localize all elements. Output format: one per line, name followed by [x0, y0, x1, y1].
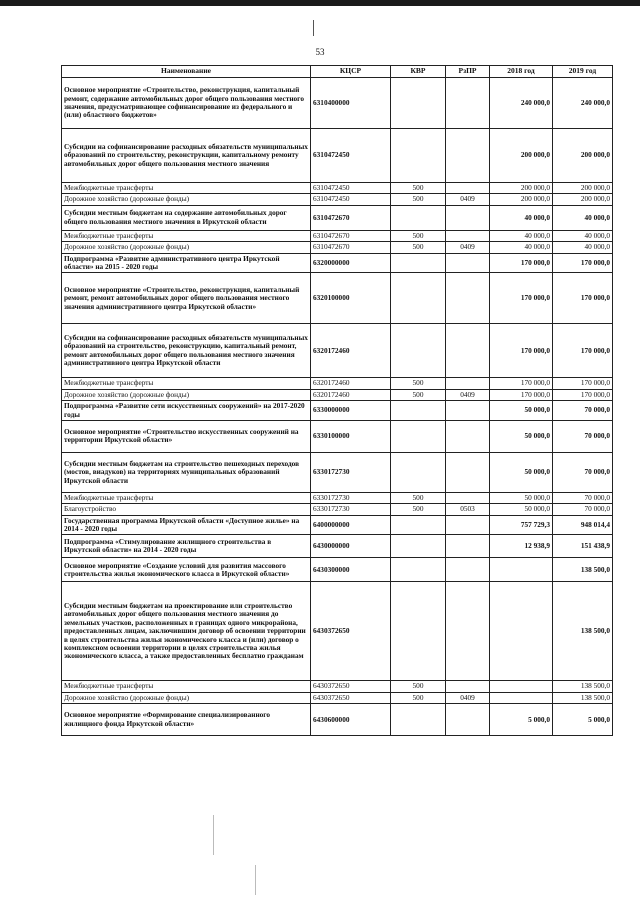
cell-2018: 170 000,0 — [490, 389, 553, 400]
cell-name: Субсидии местным бюджетам на строительство пешеходных переходов (мостов, виадуков) на территориях муниципальных образований Иркутской области — [62, 452, 311, 492]
cell-2018 — [490, 692, 553, 703]
scan-artifact — [255, 865, 256, 895]
header-kcsr: КЦСР — [311, 66, 391, 78]
cell-2019: 138 500,0 — [553, 582, 613, 681]
cell-kvr: 500 — [391, 692, 446, 703]
cell-2019: 200 000,0 — [553, 194, 613, 205]
table-row — [62, 242, 613, 253]
table-row — [62, 704, 613, 736]
cell-kvr: 500 — [391, 194, 446, 205]
header-name: Наименование — [62, 66, 311, 78]
cell-2019: 70 000,0 — [553, 504, 613, 515]
cell-rzpr — [446, 183, 490, 194]
cell-rzpr — [446, 230, 490, 241]
cell-2018: 12 938,9 — [490, 535, 553, 558]
cell-kcsr: 6310472450 — [311, 183, 391, 194]
table-row — [62, 78, 613, 129]
table-row — [62, 273, 613, 324]
cell-name: Основное мероприятие «Строительство, реконструкция, капитальный ремонт, ремонт автомобильных дорог общего пользования местного значения административного центра Иркутской области» — [62, 273, 311, 324]
scan-artifact — [213, 815, 214, 855]
table-row — [62, 681, 613, 692]
table-row — [62, 129, 613, 183]
cell-rzpr: 0409 — [446, 692, 490, 703]
cell-2018: 50 000,0 — [490, 401, 553, 421]
cell-2018: 170 000,0 — [490, 253, 553, 273]
cell-kcsr: 6430372650 — [311, 582, 391, 681]
table-body — [62, 78, 613, 736]
cell-kcsr: 6430372650 — [311, 692, 391, 703]
cell-name: Межбюджетные трансферты — [62, 492, 311, 503]
cell-rzpr — [446, 681, 490, 692]
cell-kvr: 500 — [391, 389, 446, 400]
cell-2018: 240 000,0 — [490, 78, 553, 129]
cell-2019: 70 000,0 — [553, 420, 613, 452]
cell-2018: 50 000,0 — [490, 420, 553, 452]
cell-2019: 40 000,0 — [553, 242, 613, 253]
cell-2019: 5 000,0 — [553, 704, 613, 736]
cell-rzpr — [446, 324, 490, 378]
cell-kvr: 500 — [391, 242, 446, 253]
cell-2018: 50 000,0 — [490, 452, 553, 492]
cell-name: Субсидии местным бюджетам на проектирование или строительство автомобильных дорог общего пользования местного значения до земельных участков, расположенных в границах одного микрорайона, предоставленных лицам, заключившим договор об освоении территории в целях строительства жилья экономического класса и (или) договор о комплексном освоении территории в целях строительства жилья экономического класса, а также предоставленных бесплатно гражданам — [62, 582, 311, 681]
cell-name: Дорожное хозяйство (дорожные фонды) — [62, 194, 311, 205]
cell-kcsr: 6330000000 — [311, 401, 391, 421]
cell-kvr — [391, 515, 446, 535]
cell-name: Дорожное хозяйство (дорожные фонды) — [62, 242, 311, 253]
table-row — [62, 420, 613, 452]
cell-name: Государственная программа Иркутской области «Доступное жилье» на 2014 - 2020 годы — [62, 515, 311, 535]
top-edge-rule — [0, 0, 640, 6]
cell-2018: 40 000,0 — [490, 242, 553, 253]
cell-kvr — [391, 129, 446, 183]
cell-kvr: 500 — [391, 492, 446, 503]
cell-2019: 170 000,0 — [553, 324, 613, 378]
cell-kcsr: 6310400000 — [311, 78, 391, 129]
table-row — [62, 692, 613, 703]
cell-2018: 50 000,0 — [490, 492, 553, 503]
header-2018: 2018 год — [490, 66, 553, 78]
cell-name: Подпрограмма «Развитие сети искусственных сооружений» на 2017-2020 годы — [62, 401, 311, 421]
cell-rzpr: 0409 — [446, 194, 490, 205]
cell-name: Дорожное хозяйство (дорожные фонды) — [62, 692, 311, 703]
cell-2019: 948 014,4 — [553, 515, 613, 535]
cell-kcsr: 6430000000 — [311, 535, 391, 558]
cell-kvr: 500 — [391, 504, 446, 515]
header-rzpr: РзПР — [446, 66, 490, 78]
cell-kcsr: 6320172460 — [311, 378, 391, 389]
cell-name: Основное мероприятие «Строительство искусственных сооружений на территории Иркутской области» — [62, 420, 311, 452]
cell-kvr — [391, 582, 446, 681]
cell-2018: 50 000,0 — [490, 504, 553, 515]
cell-2019: 170 000,0 — [553, 389, 613, 400]
cell-kcsr: 6320172460 — [311, 389, 391, 400]
cell-2019: 151 438,9 — [553, 535, 613, 558]
cell-2018 — [490, 558, 553, 582]
cell-2018 — [490, 582, 553, 681]
cell-2018: 170 000,0 — [490, 273, 553, 324]
cell-rzpr — [446, 515, 490, 535]
cell-kcsr: 6330172730 — [311, 452, 391, 492]
fold-mark — [313, 20, 314, 36]
cell-rzpr — [446, 205, 490, 230]
cell-2018: 200 000,0 — [490, 194, 553, 205]
cell-2018: 170 000,0 — [490, 378, 553, 389]
cell-kvr: 500 — [391, 378, 446, 389]
cell-kcsr: 6320172460 — [311, 324, 391, 378]
table-row — [62, 492, 613, 503]
cell-rzpr — [446, 401, 490, 421]
cell-name: Дорожное хозяйство (дорожные фонды) — [62, 389, 311, 400]
cell-2019: 70 000,0 — [553, 492, 613, 503]
cell-kcsr: 6330172730 — [311, 492, 391, 503]
cell-kcsr: 6310472670 — [311, 205, 391, 230]
cell-2019: 240 000,0 — [553, 78, 613, 129]
table-row — [62, 194, 613, 205]
cell-kcsr: 6310472450 — [311, 194, 391, 205]
cell-rzpr — [446, 253, 490, 273]
cell-rzpr — [446, 535, 490, 558]
cell-kvr — [391, 78, 446, 129]
cell-kcsr: 6310472450 — [311, 129, 391, 183]
cell-name: Основное мероприятие «Формирование специализированного жилищного фонда Иркутской области» — [62, 704, 311, 736]
cell-kcsr: 6430372650 — [311, 681, 391, 692]
cell-rzpr — [446, 452, 490, 492]
cell-rzpr: 0409 — [446, 389, 490, 400]
cell-name: Подпрограмма «Стимулирование жилищного строительства в Иркутской области» на 2014 - 2020 годы — [62, 535, 311, 558]
cell-2019: 170 000,0 — [553, 273, 613, 324]
table-row — [62, 535, 613, 558]
cell-name: Благоустройство — [62, 504, 311, 515]
cell-2018: 40 000,0 — [490, 230, 553, 241]
cell-2019: 200 000,0 — [553, 129, 613, 183]
cell-name: Основное мероприятие «Создание условий для развития массового строительства жилья экономического класса в Иркутской области» — [62, 558, 311, 582]
cell-rzpr — [446, 492, 490, 503]
cell-rzpr — [446, 704, 490, 736]
cell-kvr — [391, 401, 446, 421]
cell-rzpr — [446, 420, 490, 452]
table-row — [62, 582, 613, 681]
cell-name: Межбюджетные трансферты — [62, 378, 311, 389]
cell-kvr — [391, 273, 446, 324]
cell-2018: 40 000,0 — [490, 205, 553, 230]
cell-kvr — [391, 253, 446, 273]
cell-2019: 200 000,0 — [553, 183, 613, 194]
cell-kcsr: 6320000000 — [311, 253, 391, 273]
table-row — [62, 378, 613, 389]
cell-kcsr: 6430600000 — [311, 704, 391, 736]
cell-kcsr: 6400000000 — [311, 515, 391, 535]
cell-kcsr: 6330100000 — [311, 420, 391, 452]
table-row — [62, 558, 613, 582]
cell-kcsr: 6330172730 — [311, 504, 391, 515]
cell-rzpr — [446, 378, 490, 389]
page-number: 53 — [315, 47, 325, 57]
cell-2019: 138 500,0 — [553, 692, 613, 703]
header-kvr: КВР — [391, 66, 446, 78]
table-row — [62, 230, 613, 241]
cell-name: Подпрограмма «Развитие административного центра Иркутской области» на 2015 - 2020 годы — [62, 253, 311, 273]
cell-kvr — [391, 704, 446, 736]
cell-rzpr: 0503 — [446, 504, 490, 515]
cell-kvr — [391, 324, 446, 378]
cell-2019: 70 000,0 — [553, 401, 613, 421]
cell-rzpr: 0409 — [446, 242, 490, 253]
cell-rzpr — [446, 129, 490, 183]
cell-kvr — [391, 420, 446, 452]
cell-2019: 170 000,0 — [553, 378, 613, 389]
table-row — [62, 504, 613, 515]
cell-kcsr: 6310472670 — [311, 242, 391, 253]
cell-kcsr: 6320100000 — [311, 273, 391, 324]
cell-kvr: 500 — [391, 681, 446, 692]
cell-kvr: 500 — [391, 183, 446, 194]
table-row — [62, 205, 613, 230]
cell-2018: 5 000,0 — [490, 704, 553, 736]
cell-rzpr — [446, 78, 490, 129]
cell-name: Межбюджетные трансферты — [62, 183, 311, 194]
budget-table — [61, 65, 613, 736]
cell-name: Субсидии на софинансирование расходных обязательств муниципальных образований по строительству, реконструкции, капитальному ремонту автомобильных дорог общего пользования местного значения — [62, 129, 311, 183]
cell-name: Основное мероприятие «Строительство, реконструкция, капитальный ремонт, содержание автомобильных дорог общего пользования местного значения, предусматривающее софинансирование из федерального и (или) областного бюджетов» — [62, 78, 311, 129]
table-header-row — [62, 66, 613, 78]
cell-name: Субсидии местным бюджетам на содержание автомобильных дорог общего пользования местного значения в Иркутской области — [62, 205, 311, 230]
cell-kcsr: 6430300000 — [311, 558, 391, 582]
cell-kvr: 500 — [391, 230, 446, 241]
cell-name: Субсидии на софинансирование расходных обязательств муниципальных образований на строительство, реконструкцию, капитальный ремонт, ремонт автомобильных дорог общего пользования местного значения административного центра Иркутской области — [62, 324, 311, 378]
table-row — [62, 452, 613, 492]
cell-kvr — [391, 205, 446, 230]
cell-kcsr: 6310472670 — [311, 230, 391, 241]
cell-2019: 138 500,0 — [553, 681, 613, 692]
cell-2019: 138 500,0 — [553, 558, 613, 582]
cell-rzpr — [446, 558, 490, 582]
table-row — [62, 401, 613, 421]
cell-2018: 200 000,0 — [490, 129, 553, 183]
cell-kvr — [391, 558, 446, 582]
cell-name: Межбюджетные трансферты — [62, 681, 311, 692]
header-2019: 2019 год — [553, 66, 613, 78]
cell-2019: 40 000,0 — [553, 205, 613, 230]
cell-2019: 40 000,0 — [553, 230, 613, 241]
cell-kvr — [391, 535, 446, 558]
cell-name: Межбюджетные трансферты — [62, 230, 311, 241]
cell-2018: 757 729,3 — [490, 515, 553, 535]
cell-rzpr — [446, 273, 490, 324]
cell-rzpr — [446, 582, 490, 681]
cell-2019: 170 000,0 — [553, 253, 613, 273]
table-row — [62, 389, 613, 400]
table-row — [62, 183, 613, 194]
cell-kvr — [391, 452, 446, 492]
table-row — [62, 253, 613, 273]
cell-2018: 170 000,0 — [490, 324, 553, 378]
table-row — [62, 515, 613, 535]
cell-2018: 200 000,0 — [490, 183, 553, 194]
cell-2019: 70 000,0 — [553, 452, 613, 492]
cell-2018 — [490, 681, 553, 692]
table-row — [62, 324, 613, 378]
